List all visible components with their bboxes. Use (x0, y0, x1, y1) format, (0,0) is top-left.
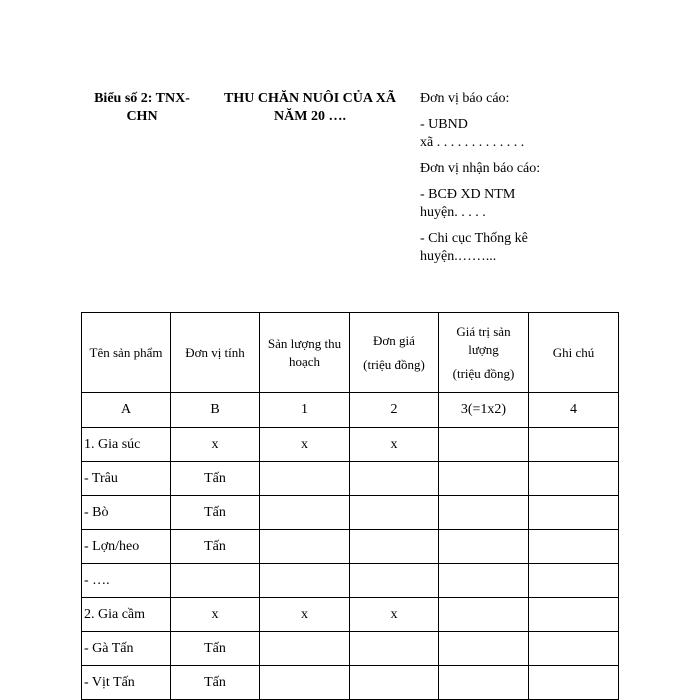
note-cell (529, 632, 619, 666)
price-cell (350, 666, 439, 700)
index-row (82, 393, 619, 428)
product-name: - Bò (82, 496, 171, 530)
product-name: 1. Gia súc (82, 428, 171, 462)
note-cell (529, 666, 619, 700)
value-cell (439, 666, 529, 700)
report-units (420, 90, 570, 266)
unit-cell: Tấn (171, 462, 260, 496)
table-header-row (82, 313, 619, 393)
receiver2-line2: huyện.……... (420, 249, 497, 264)
note-cell (529, 564, 619, 598)
table-row (82, 462, 619, 496)
index-cell: 2 (350, 393, 439, 428)
header-value-line1: Giá trị sản lượng (456, 323, 511, 357)
reporting-unit-line1: - UBND (420, 117, 468, 132)
reporting-unit-label: Đơn vị báo cáo: (420, 91, 510, 106)
output-cell (260, 496, 350, 530)
price-cell: x (350, 428, 439, 462)
price-cell (350, 530, 439, 564)
value-cell (439, 564, 529, 598)
price-cell (350, 564, 439, 598)
header-price-line1: Đơn giá (373, 332, 415, 348)
note-cell (529, 598, 619, 632)
product-name: - Lợn/heo (82, 530, 171, 564)
receiver2-line1: - Chi cục Thống kê (420, 231, 528, 246)
product-name: - Gà Tấn (82, 632, 171, 666)
index-cell: 3(=1x2) (439, 393, 529, 428)
table-row (82, 530, 619, 564)
unit-cell: x (171, 428, 260, 462)
form-code: Biểu số 2: TNX-CHN (94, 91, 190, 124)
table-row (82, 666, 619, 700)
price-cell (350, 462, 439, 496)
output-cell: x (260, 598, 350, 632)
value-cell (439, 462, 529, 496)
receiver1-line1: - BCĐ XD NTM (420, 187, 516, 202)
unit-cell: x (171, 598, 260, 632)
report-title: THU CHĂN NUÔI CỦA XÃ NĂM 20 …. (224, 91, 396, 124)
header-price-line2: (triệu đồng) (363, 356, 425, 372)
receiver1-line2: huyện. . . . . (420, 205, 486, 220)
output-cell (260, 632, 350, 666)
output-cell (260, 530, 350, 564)
output-cell: x (260, 428, 350, 462)
index-cell: 4 (529, 393, 619, 428)
receiving-unit-label: Đơn vị nhận báo cáo: (420, 161, 541, 176)
header-product: Tên sản phẩm (82, 313, 171, 393)
livestock-report-table (81, 312, 619, 700)
value-cell (439, 530, 529, 564)
value-cell (439, 598, 529, 632)
table-row (82, 496, 619, 530)
header-price (350, 313, 439, 393)
price-cell (350, 496, 439, 530)
table-row (82, 564, 619, 598)
unit-cell (171, 564, 260, 598)
output-cell (260, 564, 350, 598)
note-cell (529, 428, 619, 462)
reporting-unit-line2: xã . . . . . . . . . . . . . (420, 135, 525, 150)
index-cell: A (82, 393, 171, 428)
value-cell (439, 632, 529, 666)
value-cell (439, 428, 529, 462)
index-cell: 1 (260, 393, 350, 428)
output-cell (260, 462, 350, 496)
value-cell (439, 496, 529, 530)
unit-cell: Tấn (171, 530, 260, 564)
output-cell (260, 666, 350, 700)
header-value (439, 313, 529, 393)
unit-cell: Tấn (171, 496, 260, 530)
header-unit: Đơn vị tính (171, 313, 260, 393)
price-cell (350, 632, 439, 666)
table-row (82, 598, 619, 632)
index-cell: B (171, 393, 260, 428)
header-output: Sản lượng thu hoạch (260, 313, 350, 393)
note-cell (529, 530, 619, 564)
note-cell (529, 462, 619, 496)
product-name: 2. Gia cầm (82, 598, 171, 632)
header-note: Ghi chú (529, 313, 619, 393)
price-cell: x (350, 598, 439, 632)
table-row (82, 428, 619, 462)
table-row (82, 632, 619, 666)
product-name: - Vịt Tấn (82, 666, 171, 700)
note-cell (529, 496, 619, 530)
unit-cell: Tấn (171, 632, 260, 666)
unit-cell: Tấn (171, 666, 260, 700)
header-value-line2: (triệu đồng) (452, 365, 515, 381)
product-name: - Trâu (82, 462, 171, 496)
product-name: - …. (82, 564, 171, 598)
